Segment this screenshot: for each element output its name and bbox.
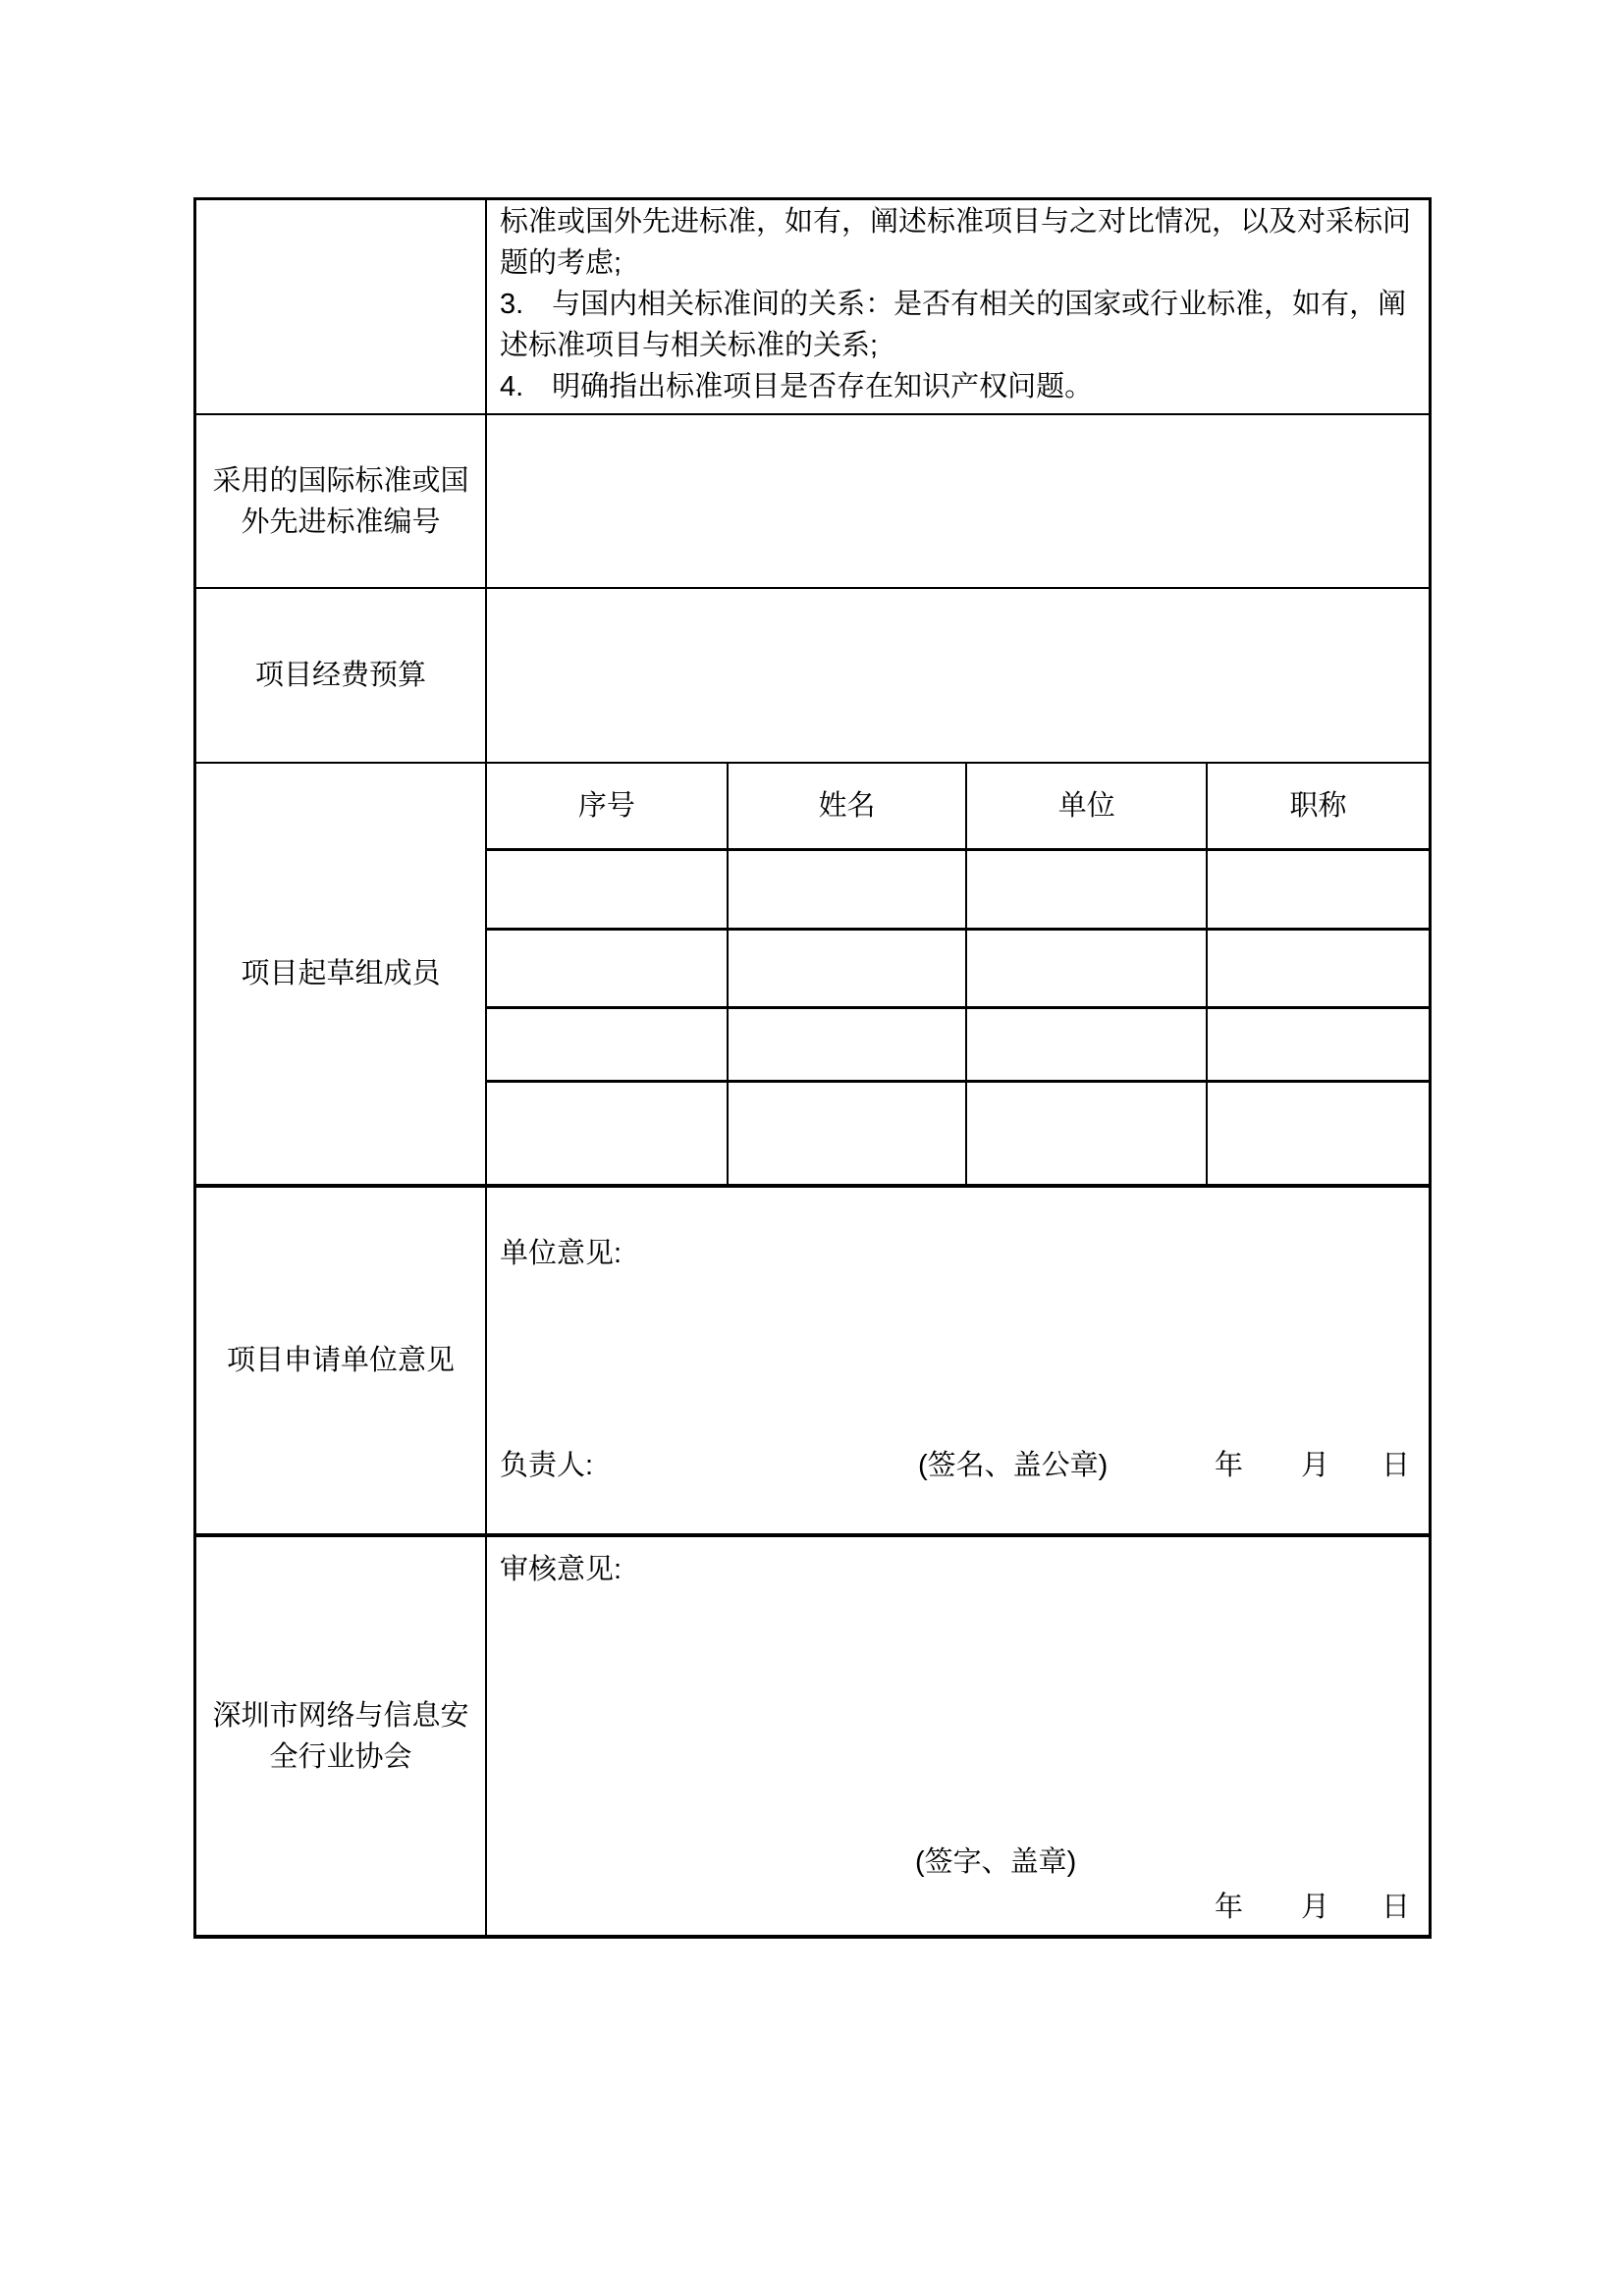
- member-cell-index: [487, 1083, 729, 1184]
- row-adopted-standard: [196, 415, 1429, 589]
- member-cell-org: [967, 1009, 1208, 1080]
- member-cell-title: [1208, 1009, 1429, 1080]
- member-cell-name: [729, 1009, 968, 1080]
- application-form-table: [193, 197, 1432, 1939]
- member-cell-index: [487, 931, 729, 1006]
- member-cell-title: [1208, 851, 1429, 928]
- member-cell-name: [729, 931, 968, 1006]
- member-cell-index: [487, 1009, 729, 1080]
- month-label: 月: [1301, 1450, 1330, 1481]
- row-instructions-continuation: [196, 200, 1429, 415]
- members-col-header-index: 序号: [487, 764, 729, 848]
- association-review-cell: [487, 1537, 1429, 1935]
- instruction-line: 3. 与国内相关标准间的关系：是否有相关的国家或行业标准，如有，阐: [500, 289, 1407, 320]
- review-opinion-label: 审核意见:: [500, 1554, 623, 1585]
- members-row: [487, 1009, 1429, 1083]
- members-col-header-title: 职称: [1289, 790, 1347, 822]
- row-association-review: [196, 1537, 1429, 1935]
- member-cell-name: [729, 1083, 968, 1184]
- member-cell-org: [967, 1083, 1208, 1184]
- signature-seal-note: (签名、盖公章): [918, 1450, 1109, 1481]
- unit-opinion-label: 单位意见:: [500, 1238, 623, 1269]
- instruction-line: 述标准项目与相关标准的关系;: [500, 330, 879, 361]
- year-label: 年: [1215, 1450, 1244, 1481]
- members-row: [487, 851, 1429, 931]
- signature-seal-note: (签字、盖章): [915, 1846, 1077, 1878]
- instruction-line: 标准或国外先进标准，如有，阐述标准项目与之对比情况，以及对采标问: [500, 206, 1412, 238]
- applicant-opinion-cell: [487, 1188, 1429, 1533]
- continuation-label-cell: [196, 200, 487, 413]
- applicant-opinion-label: 项目申请单位意见: [196, 1188, 487, 1533]
- member-cell-index: [487, 851, 729, 928]
- members-header-row: [487, 764, 1429, 851]
- year-label: 年: [1215, 1892, 1244, 1923]
- continuation-content-cell: [487, 200, 1429, 413]
- members-row: [487, 931, 1429, 1009]
- adopted-standard-label: 采用的国际标准或国外先进标准编号: [196, 415, 487, 587]
- budget-value-cell: [487, 589, 1429, 762]
- members-col-header-name: 姓名: [729, 764, 968, 848]
- members-col-header-org: 单位: [967, 764, 1208, 848]
- member-cell-org: [967, 851, 1208, 928]
- association-label: 深圳市网络与信息安全行业协会: [196, 1537, 487, 1935]
- row-drafting-group: [196, 764, 1429, 1188]
- members-row: [487, 1083, 1429, 1184]
- member-cell-title: [1208, 1083, 1429, 1184]
- responsible-person-label: 负责人:: [500, 1450, 594, 1481]
- member-cell-org: [967, 931, 1208, 1006]
- adopted-standard-value-cell: [487, 415, 1429, 587]
- member-cell-title: [1208, 931, 1429, 1006]
- members-table: [487, 764, 1429, 1184]
- drafting-group-label: 项目起草组成员: [196, 764, 487, 1184]
- month-label: 月: [1301, 1892, 1330, 1923]
- instruction-line: 题的考虑;: [500, 247, 623, 279]
- day-label: 日: [1381, 1450, 1411, 1481]
- member-cell-name: [729, 851, 968, 928]
- instruction-line: 4. 明确指出标准项目是否存在知识产权问题。: [500, 371, 1094, 402]
- row-applicant-opinion: [196, 1188, 1429, 1537]
- row-budget: [196, 589, 1429, 764]
- day-label: 日: [1381, 1892, 1411, 1923]
- budget-label: 项目经费预算: [196, 589, 487, 762]
